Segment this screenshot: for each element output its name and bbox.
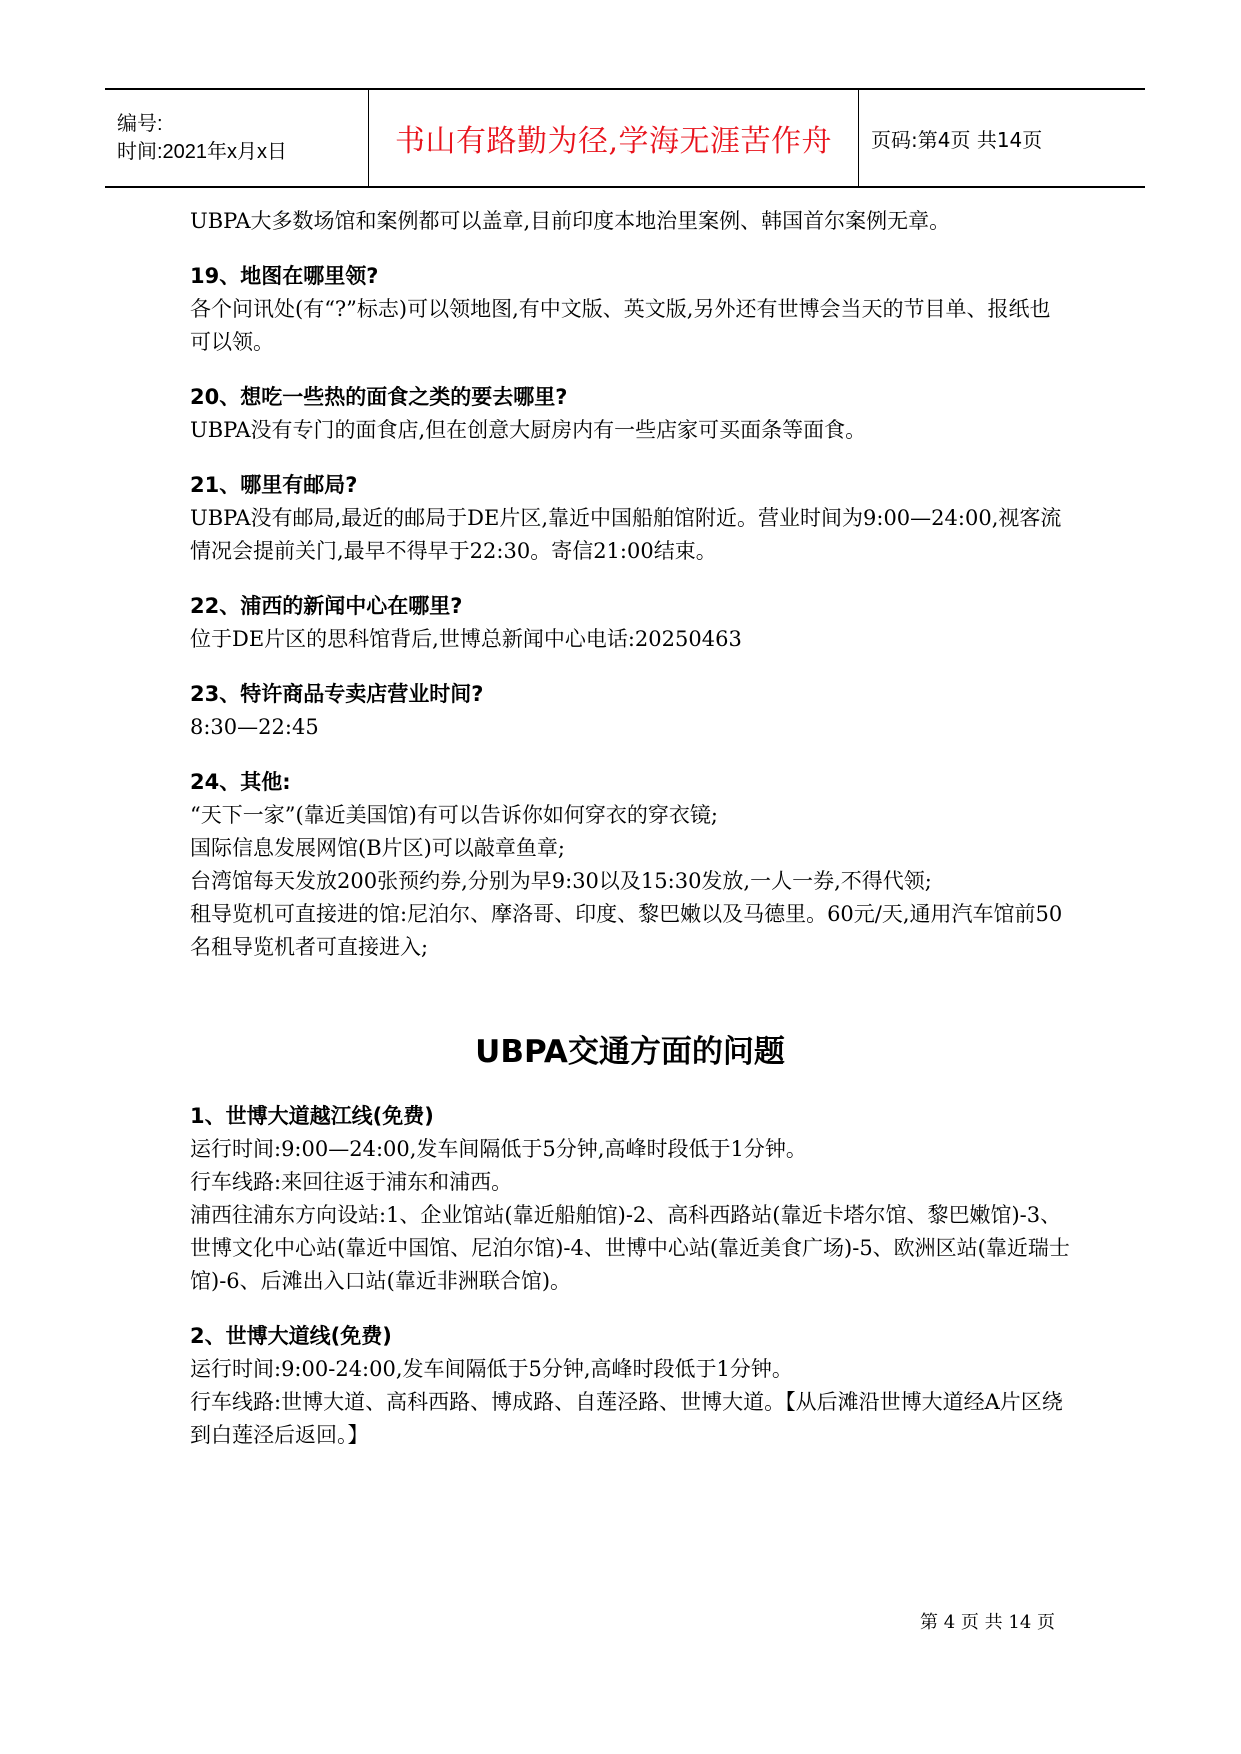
paragraph: 位于DE片区的思科馆背后,世博总新闻中心电话:20250463 xyxy=(190,627,742,651)
number-label: 编号: xyxy=(117,113,163,135)
paragraph: UBPA大多数场馆和案例都可以盖章,目前印度本地治里案例、韩国首尔案例无章。 xyxy=(190,209,951,233)
paragraph: 租导览机可直接进的馆:尼泊尔、摩洛哥、印度、黎巴嫩以及马德里。60元/天,通用汽车馆前50名租导览机者可直接进入; xyxy=(190,902,1063,959)
question-heading: 24、其他: xyxy=(190,770,291,794)
header-page-info-cell xyxy=(859,90,1145,186)
header-meta xyxy=(105,90,369,186)
paragraph: UBPA没有专门的面食店,但在创意大厨房内有一些店家可买面条等面食。 xyxy=(190,418,867,442)
question-heading: 19、地图在哪里领? xyxy=(190,264,379,288)
page-footer: 第 4 页 共 14 页 xyxy=(920,1612,1055,1633)
paragraph: 国际信息发展网馆(B片区)可以敲章鱼章; xyxy=(190,836,565,860)
paragraph: UBPA没有邮局,最近的邮局于DE片区,靠近中国船舶馆附近。营业时间为9:00—24:00,视客流情况会提前关门,最早不得早于22:30。寄信21:00结束。 xyxy=(190,506,1062,563)
paragraph: 运行时间:9:00—24:00,发车间隔低于5分钟,高峰时段低于1分钟。 xyxy=(190,1137,807,1161)
paragraph: 台湾馆每天发放200张预约券,分别为早9:30以及15:30发放,一人一券,不得代领; xyxy=(190,869,932,893)
header-page-info: 页码:第4页 共14页 xyxy=(871,127,1043,152)
section-title: UBPA交通方面的问题 xyxy=(475,1034,785,1070)
paragraph: 运行时间:9:00-24:00,发车间隔低于5分钟,高峰时段低于1分钟。 xyxy=(190,1357,793,1381)
time-label: 时间:2021年x月x日 xyxy=(117,141,288,163)
paragraph: 8:30—22:45 xyxy=(190,715,319,739)
header-motto-cell xyxy=(369,90,859,186)
question-heading: 21、哪里有邮局? xyxy=(190,473,358,497)
paragraph: 行车线路:世博大道、高科西路、博成路、自莲泾路、世博大道。【从后滩沿世博大道经A片区绕到白莲泾后返回。】 xyxy=(190,1390,1063,1447)
question-heading: 20、想吃一些热的面食之类的要去哪里? xyxy=(190,385,568,409)
paragraph: “天下一家”(靠近美国馆)有可以告诉你如何穿衣的穿衣镜; xyxy=(190,803,718,827)
question-heading: 1、世博大道越江线(免费) xyxy=(190,1104,434,1128)
document-body xyxy=(190,205,1070,1452)
header-motto: 书山有路勤为径,学海无涯苦作舟 xyxy=(394,124,833,159)
paragraph: 浦西往浦东方向设站:1、企业馆站(靠近船舶馆)-2、高科西路站(靠近卡塔尔馆、黎巴嫩馆)-3、世博文化中心站(靠近中国馆、尼泊尔馆)-4、世博中心站(靠近美食广场)-5、欧洲区站(靠近瑞士馆)-6、后滩出入口站(靠近非洲联合馆)。 xyxy=(190,1203,1070,1293)
paragraph: 行车线路:来回往返于浦东和浦西。 xyxy=(190,1170,513,1194)
question-heading: 2、世博大道线(免费) xyxy=(190,1324,392,1348)
paragraph: 各个问讯处(有“?”标志)可以领地图,有中文版、英文版,另外还有世博会当天的节目单、报纸也可以领。 xyxy=(190,297,1051,354)
page-header xyxy=(105,88,1145,188)
question-heading: 23、特许商品专卖店营业时间? xyxy=(190,682,484,706)
question-heading: 22、浦西的新闻中心在哪里? xyxy=(190,594,463,618)
